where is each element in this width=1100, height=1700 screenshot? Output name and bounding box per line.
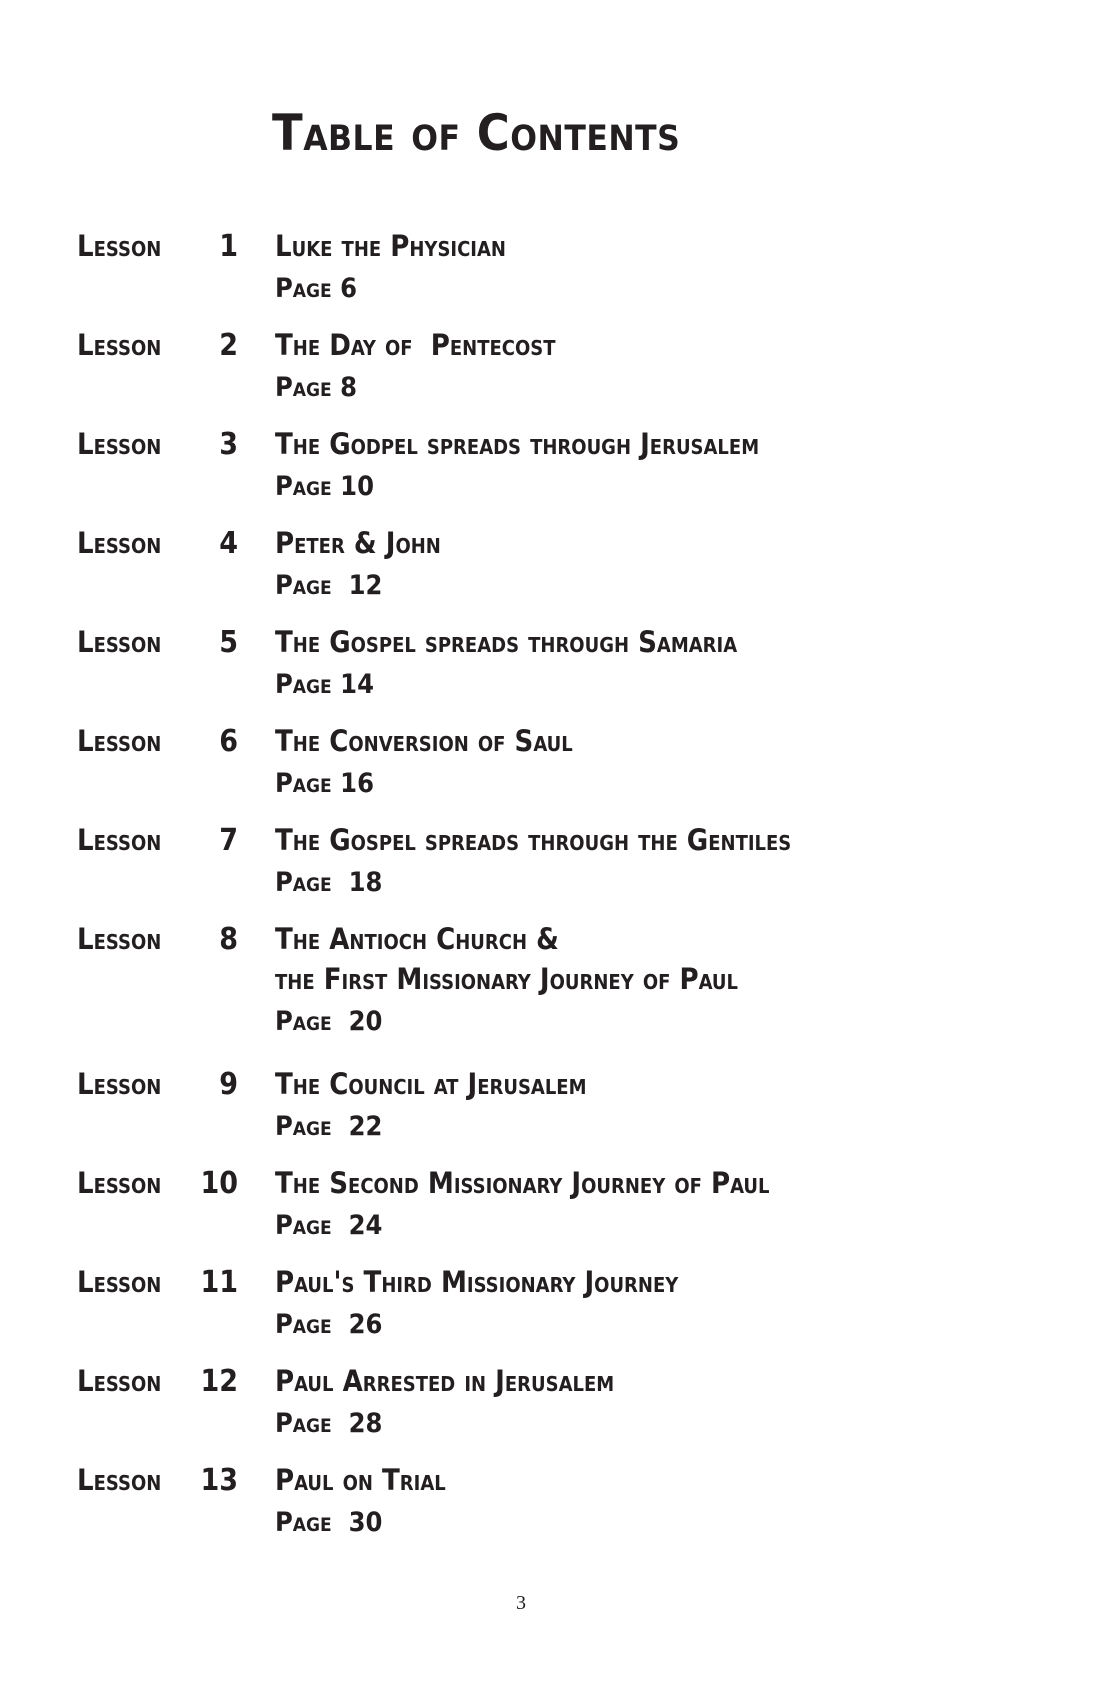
page-number: 3 xyxy=(516,1592,526,1614)
lesson-title: The Antioch Church & xyxy=(275,922,559,956)
lesson-label: Lesson xyxy=(77,229,162,263)
lesson-page: Page 16 xyxy=(275,768,374,799)
lesson-page: Page 6 xyxy=(275,273,358,304)
lesson-number: 11 xyxy=(200,1265,238,1300)
lesson-label: Lesson xyxy=(77,625,162,659)
lesson-page: Page 22 xyxy=(275,1111,383,1142)
lesson-title: The Council at Jerusalem xyxy=(275,1067,587,1101)
lesson-title: Paul Arrested in Jerusalem xyxy=(275,1364,615,1398)
lesson-label: Lesson xyxy=(77,1067,162,1101)
lesson-title: the First Missionary Journey of Paul xyxy=(275,962,738,996)
lesson-label: Lesson xyxy=(77,1463,162,1497)
lesson-title: The Second Missionary Journey of Paul xyxy=(275,1166,770,1200)
lesson-label: Lesson xyxy=(77,526,162,560)
lesson-page: Page 24 xyxy=(275,1210,383,1241)
lesson-number: 3 xyxy=(219,427,238,462)
lesson-number: 9 xyxy=(219,1067,238,1102)
lesson-page: Page 18 xyxy=(275,867,383,898)
lesson-title: The Day of Pentecost xyxy=(275,328,556,362)
lesson-title: Peter & John xyxy=(275,526,441,560)
lesson-label: Lesson xyxy=(77,724,162,758)
lesson-number: 5 xyxy=(219,625,238,660)
lesson-label: Lesson xyxy=(77,823,162,857)
lesson-number: 6 xyxy=(219,724,238,759)
lesson-title: Luke the Physician xyxy=(275,229,506,263)
lesson-page: Page 14 xyxy=(275,669,374,700)
lesson-page: Page 20 xyxy=(275,1006,383,1037)
lesson-number: 2 xyxy=(219,328,238,363)
lesson-number: 8 xyxy=(219,922,238,957)
lesson-title: Paul on Trial xyxy=(275,1463,446,1497)
lesson-number: 7 xyxy=(219,823,238,858)
lesson-page: Page 30 xyxy=(275,1507,383,1538)
lesson-title: The Godpel spreads through Jerusalem xyxy=(275,427,760,461)
lesson-title: The Gospel spreads through Samaria xyxy=(275,625,738,659)
lesson-label: Lesson xyxy=(77,427,162,461)
lesson-title: The Gospel spreads through the Gentiles xyxy=(275,823,792,857)
page-title: Table of Contents xyxy=(272,104,681,162)
lesson-label: Lesson xyxy=(77,922,162,956)
lesson-number: 4 xyxy=(219,526,238,561)
lesson-page: Page 10 xyxy=(275,471,374,502)
lesson-label: Lesson xyxy=(77,1265,162,1299)
lesson-title: The Conversion of Saul xyxy=(275,724,573,758)
lesson-label: Lesson xyxy=(77,1364,162,1398)
lesson-number: 13 xyxy=(200,1463,238,1498)
lesson-title: Paul's Third Missionary Journey xyxy=(275,1265,679,1299)
lesson-page: Page 28 xyxy=(275,1408,383,1439)
lesson-page: Page 12 xyxy=(275,570,383,601)
lesson-page: Page 8 xyxy=(275,372,358,403)
lesson-page: Page 26 xyxy=(275,1309,383,1340)
lesson-number: 1 xyxy=(219,229,238,264)
lesson-number: 12 xyxy=(200,1364,238,1399)
lesson-label: Lesson xyxy=(77,1166,162,1200)
lesson-number: 10 xyxy=(200,1166,238,1201)
lesson-label: Lesson xyxy=(77,328,162,362)
